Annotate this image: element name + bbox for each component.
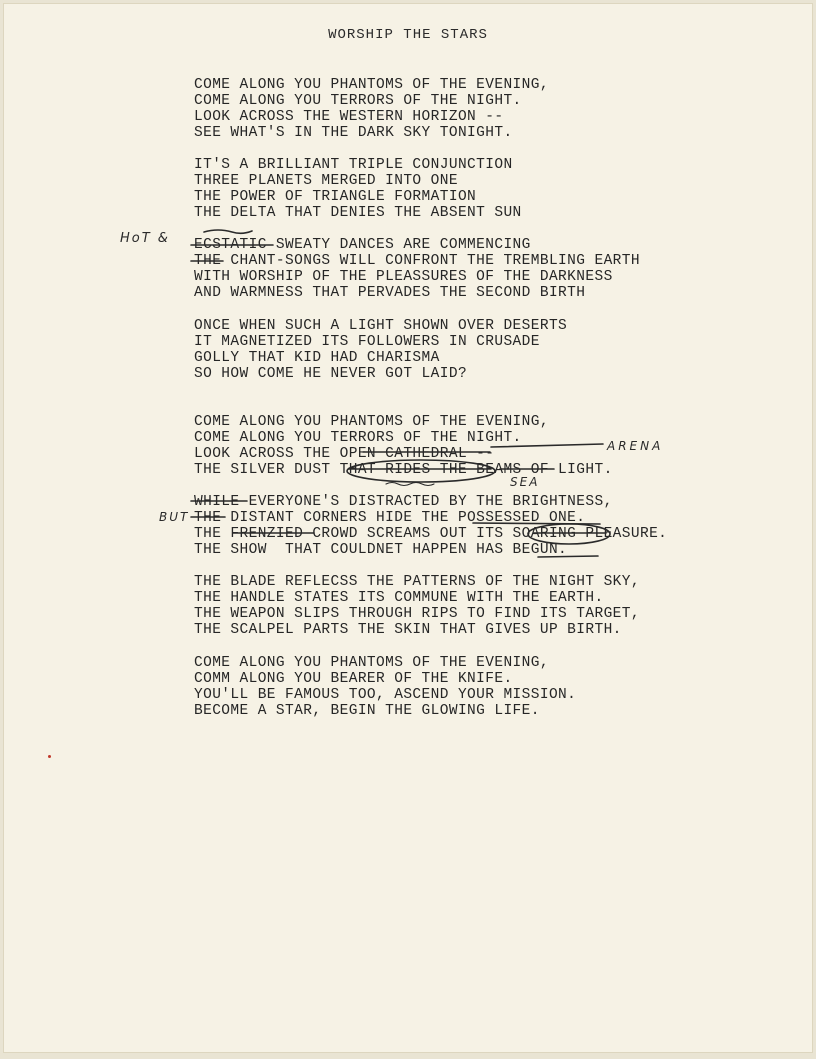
poem-line: WHILE EVERYONE'S DISTRACTED BY THE BRIGHTNESS, <box>194 494 613 510</box>
poem-line: THE CHANT-SONGS WILL CONFRONT THE TREMBLING EARTH <box>194 253 640 270</box>
handwritten-but: BUT <box>159 510 190 524</box>
poem-line: COME ALONG YOU PHANTOMS OF THE EVENING, <box>194 655 549 671</box>
handwritten-hot-and: HoT & <box>120 231 170 246</box>
poem-line: BECOME A STAR, BEGIN THE GLOWING LIFE. <box>194 703 540 720</box>
poem-line: ECSTATIC SWEATY DANCES ARE COMMENCING <box>194 237 531 253</box>
poem-line: COME ALONG YOU PHANTOMS OF THE EVENING, <box>194 77 549 93</box>
poem-line: THE POWER OF TRIANGLE FORMATION <box>194 189 477 206</box>
handwritten-arena: ARENA <box>607 439 664 453</box>
poem-line: IT'S A BRILLIANT TRIPLE CONJUNCTION <box>194 157 513 173</box>
poem-line: COMM ALONG YOU BEARER OF THE KNIFE. <box>194 671 513 688</box>
poem-title: WORSHIP THE STARS <box>328 27 488 43</box>
poem-line: ONCE WHEN SUCH A LIGHT SHOWN OVER DESERTS <box>194 318 568 334</box>
poem-line: THE SILVER DUST THAT RIDES THE BEAMS OF LIGHT. <box>194 462 613 479</box>
poem-line: COME ALONG YOU TERRORS OF THE NIGHT. <box>194 93 522 110</box>
poem-line: THE SHOW THAT COULDNET HAPPEN HAS BEGUN. <box>194 542 568 559</box>
typed-page <box>3 3 813 1053</box>
stanza-2 <box>194 157 522 221</box>
poem-line: LOOK ACROSS THE WESTERN HORIZON -- <box>194 109 504 126</box>
poem-line: SO HOW COME HE NEVER GOT LAID? <box>194 366 468 383</box>
scribble-mark <box>386 483 434 486</box>
poem-line: THE HANDLE STATES ITS COMMUNE WITH THE EARTH. <box>194 590 604 607</box>
poem-line: THE DISTANT CORNERS HIDE THE POSSESSED ONE. <box>194 510 586 527</box>
ink-speck <box>48 755 51 758</box>
stanza-3 <box>194 237 640 301</box>
poem-line: YOU'LL BE FAMOUS TOO, ASCEND YOUR MISSION. <box>194 687 577 704</box>
poem-line: IT MAGNETIZED ITS FOLLOWERS IN CRUSADE <box>194 334 540 351</box>
poem-line: SEE WHAT'S IN THE DARK SKY TONIGHT. <box>194 125 513 142</box>
stanza-6 <box>194 494 667 558</box>
poem-line: COME ALONG YOU PHANTOMS OF THE EVENING, <box>194 414 549 430</box>
poem-line: THREE PLANETS MERGED INTO ONE <box>194 173 458 190</box>
poem-line: THE BLADE REFLECSS THE PATTERNS OF THE NIGHT SKY, <box>194 574 640 590</box>
stanza-4 <box>194 318 567 382</box>
stanza-8 <box>194 655 576 719</box>
stanza-7 <box>194 574 640 638</box>
poem-line: THE DELTA THAT DENIES THE ABSENT SUN <box>194 205 522 222</box>
stanza-5 <box>194 414 613 478</box>
poem-line: THE FRENZIED CROWD SCREAMS OUT ITS SOARING PLEASURE. <box>194 526 668 543</box>
poem-line: THE SCALPEL PARTS THE SKIN THAT GIVES UP BIRTH. <box>194 622 622 639</box>
poem-line: GOLLY THAT KID HAD CHARISMA <box>194 350 440 367</box>
scribble-mark <box>204 230 252 233</box>
poem-line: LOOK ACROSS THE OPEN CATHEDRAL -- <box>194 446 495 463</box>
stanza-1 <box>194 77 549 141</box>
poem-line: COME ALONG YOU TERRORS OF THE NIGHT. <box>194 430 522 447</box>
poem-line: AND WARMNESS THAT PERVADES THE SECOND BIRTH <box>194 285 586 302</box>
poem-line: WITH WORSHIP OF THE PLEASSURES OF THE DARKNESS <box>194 269 613 286</box>
poem-line: THE WEAPON SLIPS THROUGH RIPS TO FIND ITS TARGET, <box>194 606 640 623</box>
handwritten-sea: SEA <box>510 475 540 489</box>
